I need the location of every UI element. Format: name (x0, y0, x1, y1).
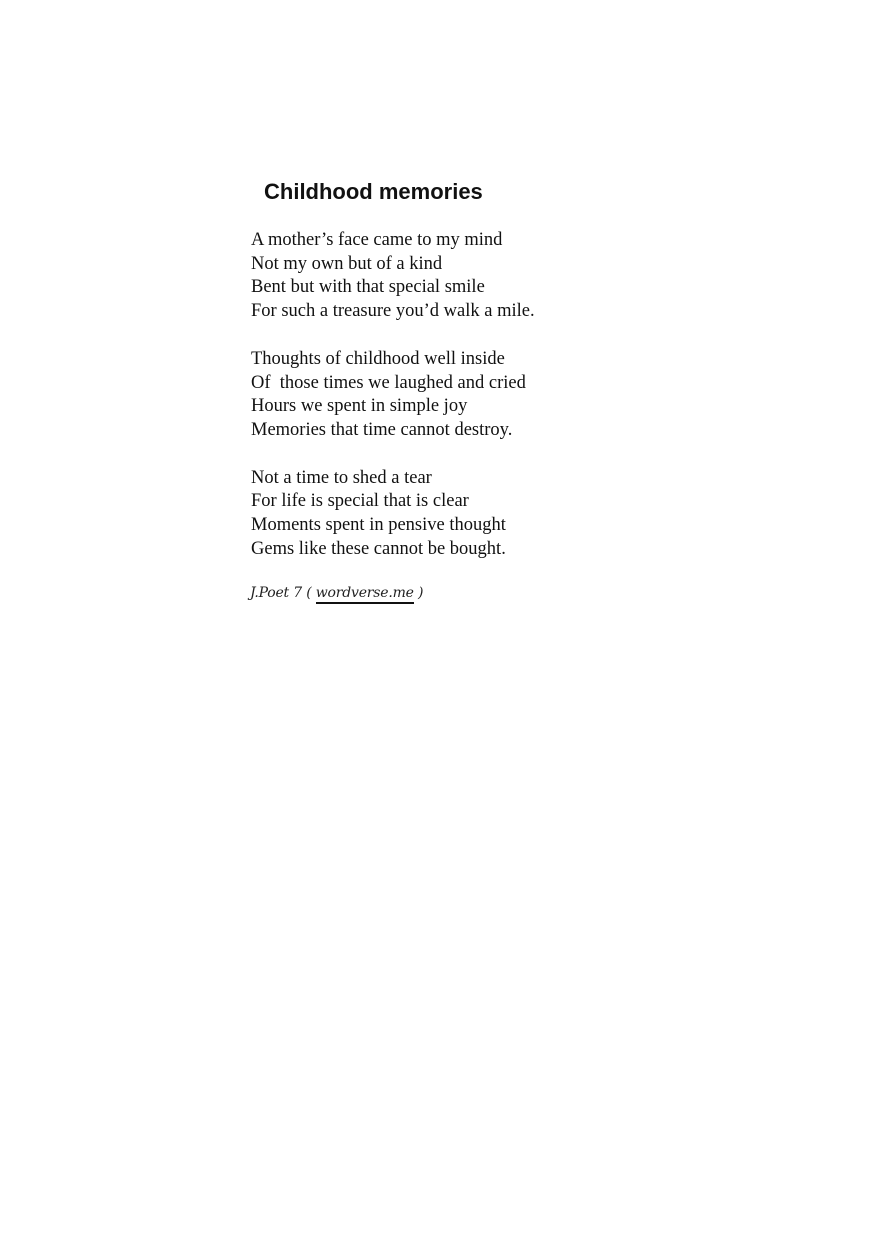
poem-body (251, 229, 671, 585)
poem-line: Bent but with that special smile (251, 277, 485, 298)
stanza-2 (251, 348, 671, 443)
poem-line: For life is special that is clear (251, 491, 469, 512)
poem-line: Moments spent in pensive thought (251, 515, 506, 536)
poem-line: Thoughts of childhood well inside (251, 348, 505, 369)
close-paren: ) (418, 585, 424, 601)
poem-line: Hours we spent in simple joy (251, 396, 468, 417)
stanza-1 (251, 229, 671, 324)
poem-line: Not a time to shed a tear (251, 467, 432, 488)
website-link[interactable]: wordverse.me (316, 585, 414, 604)
author-name: J.Poet 7 (250, 585, 302, 601)
poem-line: Of those times we laughed and cried (251, 372, 526, 393)
poem-line: Memories that time cannot destroy. (251, 419, 513, 440)
poem-line: For such a treasure you’d walk a mile. (251, 301, 535, 322)
poem-line: Gems like these cannot be bought. (251, 538, 506, 559)
stanza-3 (251, 467, 671, 562)
poem-title: Childhood memories (264, 179, 483, 204)
poem-line: Not my own but of a kind (251, 253, 443, 274)
poem-line: A mother’s face came to my mind (251, 230, 503, 250)
author-signature (250, 582, 423, 604)
open-paren: ( (306, 585, 312, 601)
